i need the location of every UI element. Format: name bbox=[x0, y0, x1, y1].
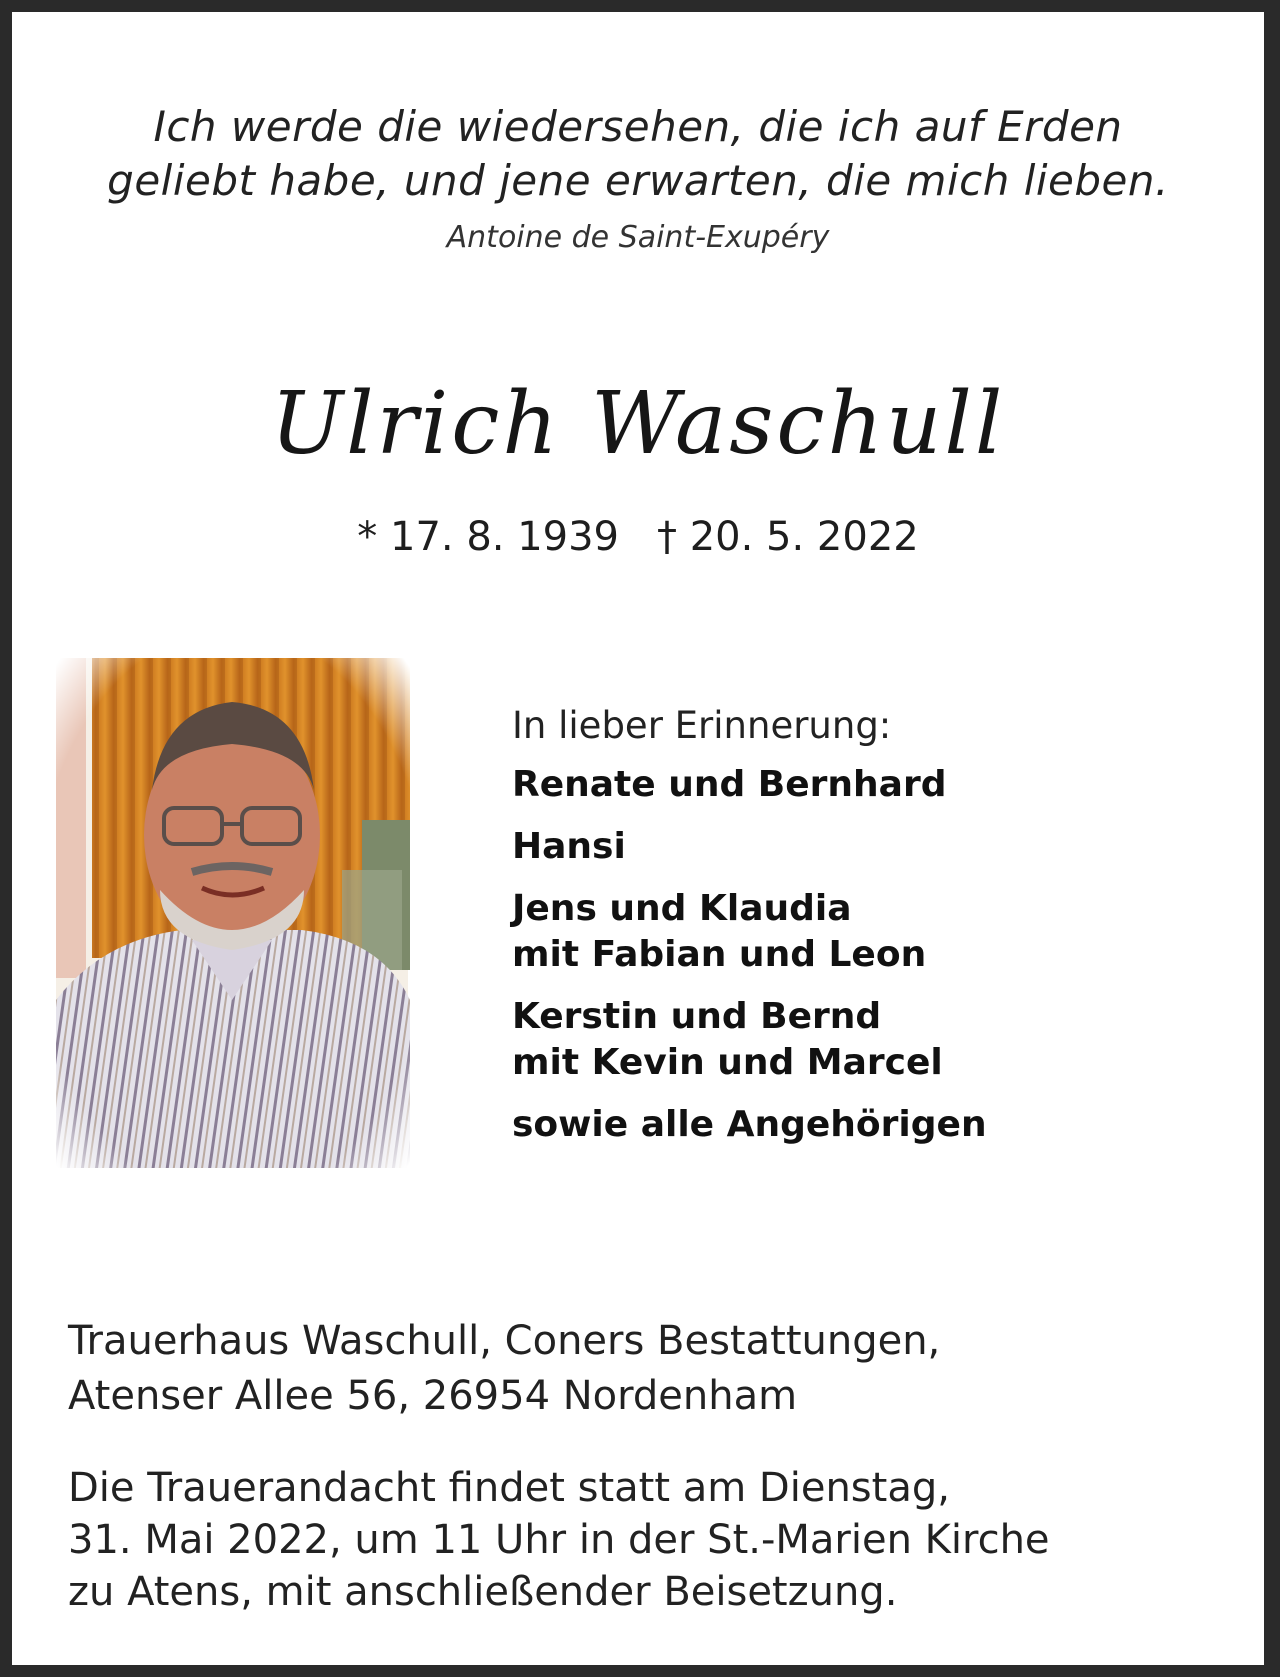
address-line: Trauerhaus Waschull, Coners Bestattungen, bbox=[68, 1318, 941, 1364]
mourner-line: Kerstin und Bernd bbox=[512, 996, 882, 1037]
mourner-line: Jens und Klaudia bbox=[512, 888, 852, 929]
mourner-line: mit Kevin und Marcel bbox=[512, 1042, 943, 1083]
mourner-line: sowie alle Angehörigen bbox=[512, 1104, 987, 1145]
mourner-group bbox=[512, 994, 1212, 1086]
life-dates bbox=[12, 512, 1264, 562]
mourner-line: Hansi bbox=[512, 826, 626, 867]
service-line: zu Atens, mit anschließender Beisetzung. bbox=[68, 1569, 898, 1615]
service-announcement bbox=[68, 1462, 1218, 1618]
quote-line-1: Ich werde die wiedersehen, die ich auf Erden bbox=[153, 102, 1123, 151]
address-line: Atenser Allee 56, 26954 Nordenham bbox=[68, 1373, 798, 1419]
mourner-group bbox=[512, 824, 1212, 870]
portrait-photo bbox=[42, 640, 422, 1190]
obituary-notice bbox=[12, 12, 1264, 1665]
mourner-line: Renate und Bernhard bbox=[512, 764, 947, 805]
deceased-name: Ulrich Waschull bbox=[270, 374, 1006, 474]
mourner-group bbox=[512, 762, 1212, 808]
quote-author: Antoine de Saint-Exupéry bbox=[446, 220, 830, 255]
service-line: Die Trauerandacht findet statt am Dienstag, bbox=[68, 1465, 950, 1511]
birth-date: * 17. 8. 1939 bbox=[357, 514, 619, 560]
quote-line-2: geliebt habe, und jene erwarten, die mich lieben. bbox=[107, 156, 1169, 205]
mourner-group bbox=[512, 886, 1212, 978]
service-line: 31. Mai 2022, um 11 Uhr in der St.-Marien Kirche bbox=[68, 1517, 1050, 1563]
mourning-house-address bbox=[68, 1314, 1218, 1424]
mourners-intro: In lieber Erinnerung: bbox=[512, 704, 892, 747]
mourners-list bbox=[512, 702, 1212, 1164]
death-date: † 20. 5. 2022 bbox=[657, 514, 919, 560]
mourner-group bbox=[512, 1102, 1212, 1148]
mourner-line: mit Fabian und Leon bbox=[512, 934, 927, 975]
